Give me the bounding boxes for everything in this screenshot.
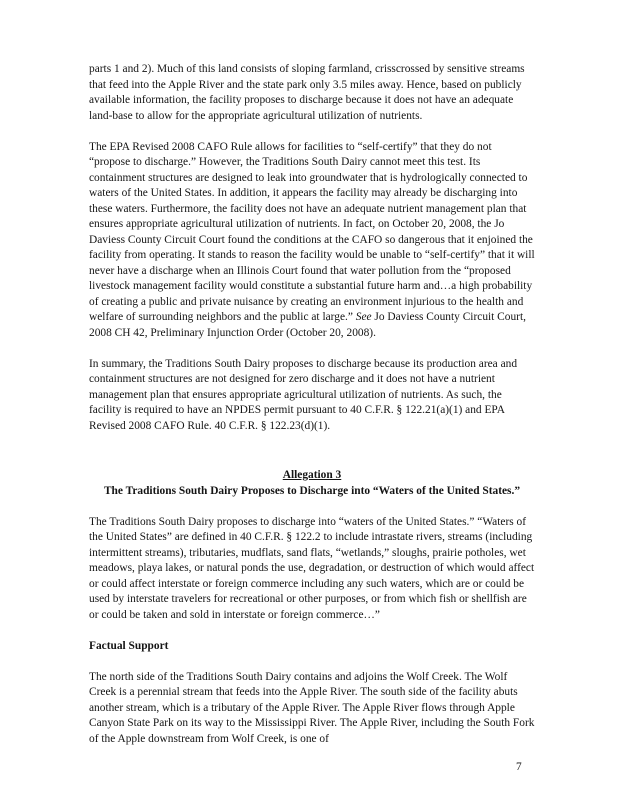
paragraph-factual-support: The north side of the Traditions South Dairy contains and adjoins the Wolf Creek. The Wolf Creek is a perennial stream that feeds into the Apple River. The south side of the facility abuts another stream, which is a tributary of the Apple River. The Apple River flows through Apple Canyon State Park on its way to the Mississippi River. The Apple River, including the South Fork of the Apple downstream from Wolf Creek, is one of — [89, 670, 535, 745]
citation-see: See — [355, 311, 372, 323]
page-content — [89, 62, 535, 763]
allegation-number: Allegation 3 — [282, 469, 342, 481]
allegation-heading — [89, 468, 535, 499]
paragraph-self-certify — [89, 140, 535, 342]
paragraph-self-certify-text: The EPA Revised 2008 CAFO Rule allows for facilities to “self-certify” that they do not “propose to discharge.” However, the Traditions South Dairy cannot meet this test. Its containment structures are designed to leak into groundwater that is hydrologically connected to waters of the United States. In addition, it appears the facility may already be discharging into these waters. Furthermore, the facility does not have an adequate nutrient management plan that ensures appropriate agricultural utilization of nutrients. In fact, on October 20, 2008, the Jo Daviess County Circuit Court found the conditions at the CAFO so dangerous that it enjoined the facility from operating. It stands to reason the facility would be unable to “self-certify” that it will never have a discharge when an Illinois Court found that water pollution from the “proposed livestock management facility would constitute a substantial future harm and…a high probability of creating a public and private nuisance by creating an environment injurious to the health and welfare of surrounding neighbors and the public at large.” — [89, 140, 535, 323]
citation-rest: Jo Daviess County Circuit Court, 2008 CH 42, Preliminary Injunction Order (October 20, 2008). — [89, 311, 526, 339]
page-number: 7 — [516, 761, 522, 773]
paragraph-waters-definition: The Traditions South Dairy proposes to discharge into “waters of the United States.” “Waters of the United States” are defined in 40 C.F.R. § 122.2 to include intrastate rivers, streams (including intermittent streams), tributaries, mudflats, sand flats, “wetlands,” sloughs, prairie potholes, wet meadows, playa lakes, or natural ponds the use, degradation, or destruction of which would affect or could affect interstate or foreign commerce including any such waters, which are or could be used by interstate travelers for recreational or other purposes, or from which fish or shellfish are or could be taken and sold in interstate or foreign commerce…” — [89, 515, 535, 621]
paragraph-land-base: parts 1 and 2). Much of this land consists of sloping farmland, crisscrossed by sensitive streams that feed into the Apple River and the state park only 3.5 miles away. Hence, based on publicly available information, the facility proposes to discharge because it does not have an adequate land-base to allow for the appropriate agricultural utilization of nutrients. — [89, 63, 525, 122]
factual-support-heading: Factual Support — [89, 639, 169, 652]
allegation-title: The Traditions South Dairy Proposes to Discharge into “Waters of the United States.” — [103, 484, 521, 497]
paragraph-summary: In summary, the Traditions South Dairy proposes to discharge because its production area and containment structures are not designed for zero discharge and it does not have a nutrient management plan that ensures appropriate agricultural utilization of nutrients. As such, the facility is required to have an NPDES permit pursuant to 40 C.F.R. § 122.21(a)(1) and EPA Revised 2008 CAFO Rule. 40 C.F.R. § 122.23(d)(1). — [89, 357, 518, 432]
